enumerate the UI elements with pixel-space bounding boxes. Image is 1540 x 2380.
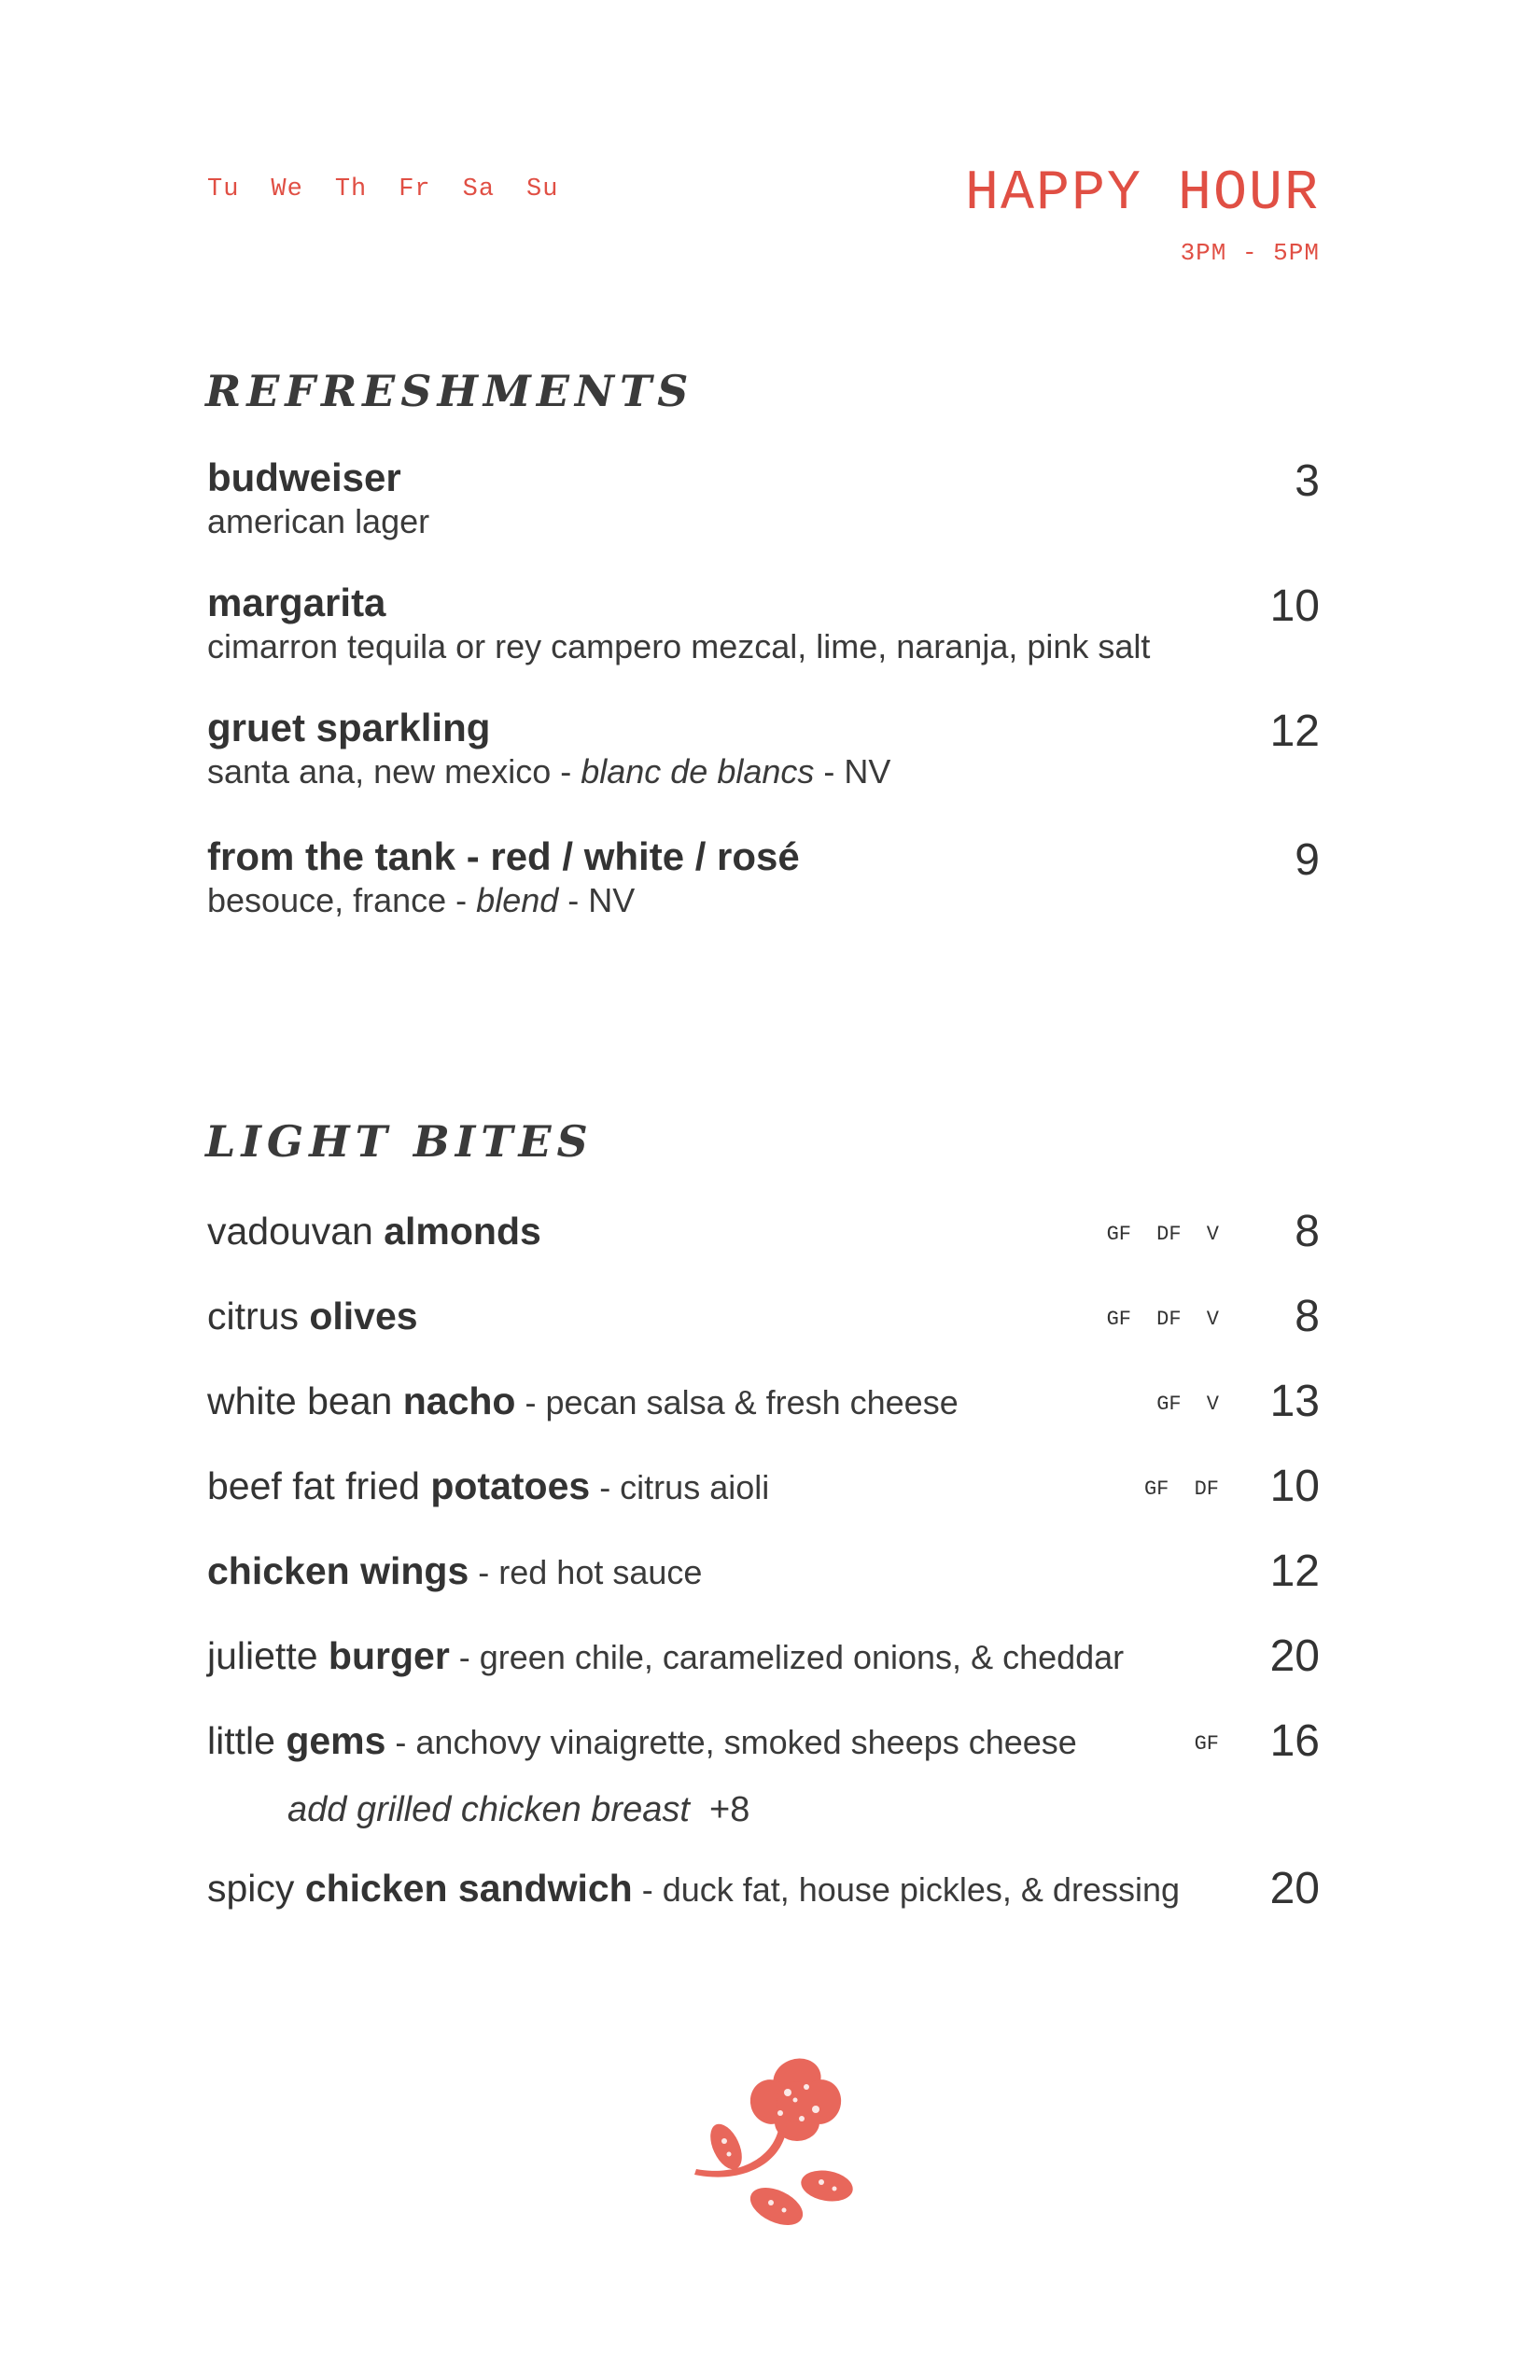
- item-price: 9: [1295, 835, 1320, 885]
- item-name: budweiser: [207, 455, 401, 499]
- menu-item: [207, 1631, 1320, 1690]
- addon-text: add grilled chicken breast: [287, 1790, 690, 1829]
- menu-item: [207, 1379, 1320, 1435]
- item-price: 20: [1269, 1864, 1320, 1913]
- item-name-bold: olives: [309, 1295, 418, 1337]
- menu-item: [207, 1864, 1320, 1923]
- item-name-bold: gems: [286, 1719, 386, 1762]
- menu-item: [207, 455, 1320, 541]
- dietary-tags: GF: [1194, 1732, 1219, 1756]
- item-name-bold: potatoes: [430, 1464, 591, 1507]
- item-desc: santa ana, new mexico - blanc de blancs - NV: [207, 752, 891, 791]
- item-desc: - anchovy vinaigrette, smoked sheeps cheese: [385, 1723, 1077, 1761]
- menu-item: [207, 1207, 1320, 1266]
- item-name-bold: chicken wings: [207, 1549, 469, 1592]
- item-name-light: beef fat fried: [207, 1464, 431, 1507]
- item-name: margarita: [207, 581, 386, 624]
- item-desc: american lager: [207, 502, 430, 540]
- day-label: Sa: [462, 175, 496, 203]
- menu-item: [207, 1549, 1320, 1605]
- item-name-light: white bean: [207, 1379, 403, 1422]
- item-desc: - red hot sauce: [469, 1553, 703, 1591]
- flower-logo-icon: [666, 2044, 872, 2249]
- item-name-light: spicy: [207, 1867, 305, 1910]
- section-title-light-bites: LIGHT BITES: [205, 1116, 594, 1167]
- item-price: 13: [1269, 1377, 1320, 1426]
- item-desc: - duck fat, house pickles, & dressing: [632, 1870, 1181, 1909]
- dietary-tags: GF DF: [1143, 1477, 1219, 1501]
- day-label: Tu: [207, 175, 240, 203]
- happy-hour-time: 3PM - 5PM: [1180, 239, 1320, 267]
- day-label: We: [271, 175, 303, 203]
- day-label: Su: [526, 175, 559, 203]
- item-name: gruet sparkling: [207, 706, 491, 749]
- item-name-bold: burger: [328, 1634, 450, 1677]
- item-desc: - pecan salsa & fresh cheese: [515, 1383, 959, 1421]
- menu-item: [207, 581, 1320, 666]
- item-desc: besouce, france - blend - NV: [207, 881, 636, 919]
- item-name-light: little: [207, 1719, 287, 1762]
- item-name-bold: almonds: [384, 1210, 541, 1253]
- item-name-light: vadouvan: [207, 1210, 385, 1253]
- item-price: 8: [1295, 1207, 1320, 1256]
- menu-item: [207, 1716, 1320, 1775]
- day-label: Fr: [399, 175, 431, 203]
- item-name: from the tank - red / white / rosé: [207, 834, 800, 878]
- item-name-light: citrus: [207, 1295, 310, 1337]
- section-title-refreshments: REFRESHMENTS: [205, 366, 694, 416]
- item-price: 10: [1269, 1462, 1320, 1511]
- item-name-bold: nacho: [402, 1379, 516, 1422]
- item-price: 16: [1269, 1716, 1320, 1766]
- menu-item: [207, 834, 1320, 920]
- menu-item: [207, 1292, 1320, 1351]
- item-price: 3: [1295, 456, 1320, 506]
- item-desc: - green chile, caramelized onions, & cheddar: [449, 1638, 1125, 1676]
- days-of-week: [207, 175, 590, 203]
- item-price: 12: [1269, 707, 1320, 756]
- item-price: 20: [1269, 1631, 1320, 1681]
- item-desc: cimarron tequila or rey campero mezcal, lime, naranja, pink salt: [207, 627, 1151, 665]
- day-label: Th: [334, 175, 368, 203]
- item-price: 10: [1269, 581, 1320, 631]
- dietary-tags: GF DF V: [1106, 1308, 1219, 1331]
- menu-item: [207, 1464, 1320, 1520]
- item-price: 12: [1269, 1547, 1320, 1596]
- dietary-tags: GF DF V: [1106, 1223, 1219, 1246]
- addon-price: +8: [709, 1790, 750, 1829]
- item-name-bold: chicken sandwich: [304, 1867, 633, 1910]
- item-desc: - citrus aioli: [590, 1468, 770, 1506]
- dietary-tags: GF V: [1156, 1393, 1219, 1416]
- item-price: 8: [1295, 1292, 1320, 1341]
- item-name-light: juliette: [207, 1634, 329, 1677]
- addon-line: [287, 1790, 749, 1830]
- menu-item: [207, 706, 1320, 791]
- page-title: HAPPY HOUR: [964, 162, 1320, 226]
